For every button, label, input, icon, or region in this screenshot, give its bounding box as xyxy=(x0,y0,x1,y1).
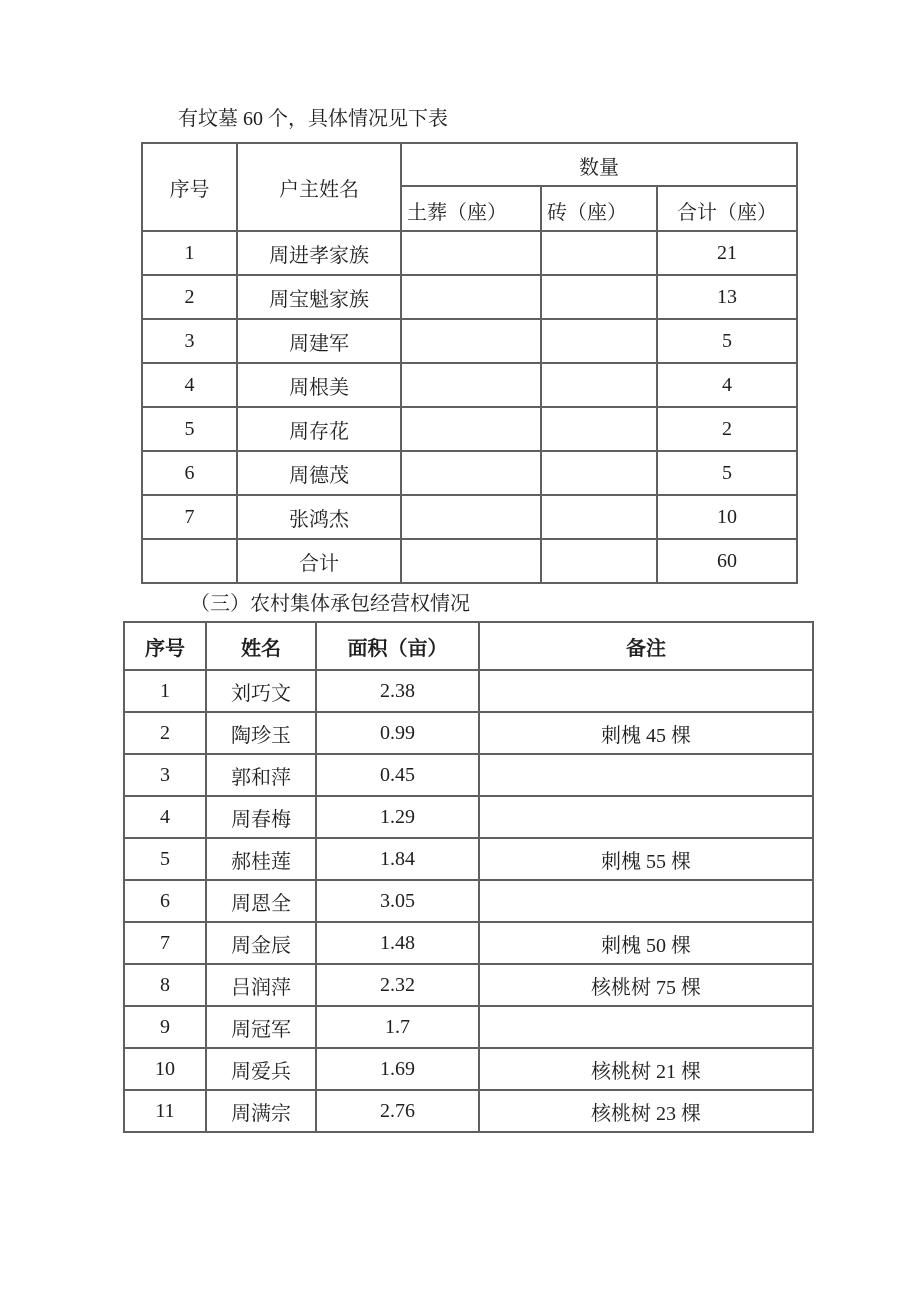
note-cell: 刺槐 50 棵 xyxy=(479,922,813,964)
total-cell: 21 xyxy=(657,231,797,275)
note-cell: 核桃树 23 棵 xyxy=(479,1090,813,1132)
graves-header-earth-burial: 土葬（座） xyxy=(401,186,541,231)
seq-cell: 1 xyxy=(124,670,206,712)
seq-cell: 8 xyxy=(124,964,206,1006)
brick-cell xyxy=(541,319,657,363)
brick-cell xyxy=(541,495,657,539)
graves-header-brick: 砖（座） xyxy=(541,186,657,231)
name-cell: 郭和萍 xyxy=(206,754,316,796)
table-row xyxy=(142,495,797,539)
table-row xyxy=(142,539,797,583)
total-cell: 10 xyxy=(657,495,797,539)
name-cell: 刘巧文 xyxy=(206,670,316,712)
table-row xyxy=(142,319,797,363)
area-cell: 1.69 xyxy=(316,1048,479,1090)
earth-cell xyxy=(401,407,541,451)
table-row xyxy=(124,964,813,1006)
brick-cell xyxy=(541,451,657,495)
name-cell: 周根美 xyxy=(237,363,401,407)
seq-cell: 3 xyxy=(124,754,206,796)
table-row xyxy=(124,1090,813,1132)
graves-table xyxy=(141,142,798,584)
seq-cell: 6 xyxy=(124,880,206,922)
contract-table-header xyxy=(124,622,813,670)
name-cell: 周春梅 xyxy=(206,796,316,838)
contract-header-name: 姓名 xyxy=(206,622,316,670)
seq-cell: 4 xyxy=(124,796,206,838)
table-row xyxy=(124,670,813,712)
graves-table-body xyxy=(142,231,797,583)
area-cell: 1.48 xyxy=(316,922,479,964)
table-row xyxy=(124,880,813,922)
note-cell xyxy=(479,880,813,922)
table-row xyxy=(124,1048,813,1090)
note-cell xyxy=(479,796,813,838)
name-cell: 周存花 xyxy=(237,407,401,451)
contract-header-area: 面积（亩） xyxy=(316,622,479,670)
earth-cell xyxy=(401,319,541,363)
name-cell: 吕润萍 xyxy=(206,964,316,1006)
name-cell: 郝桂莲 xyxy=(206,838,316,880)
earth-cell xyxy=(401,451,541,495)
graves-header-quantity: 数量 xyxy=(401,143,797,186)
table-row xyxy=(142,451,797,495)
earth-cell xyxy=(401,495,541,539)
note-cell: 刺槐 45 棵 xyxy=(479,712,813,754)
graves-header-total: 合计（座） xyxy=(657,186,797,231)
area-cell: 1.29 xyxy=(316,796,479,838)
seq-cell: 2 xyxy=(124,712,206,754)
name-cell: 周进孝家族 xyxy=(237,231,401,275)
area-cell: 2.32 xyxy=(316,964,479,1006)
graves-header-seq: 序号 xyxy=(142,143,237,231)
table-row xyxy=(124,1006,813,1048)
note-cell xyxy=(479,754,813,796)
area-cell: 2.38 xyxy=(316,670,479,712)
table-row xyxy=(142,275,797,319)
brick-cell xyxy=(541,275,657,319)
name-cell: 周满宗 xyxy=(206,1090,316,1132)
contract-table xyxy=(123,621,814,1133)
seq-cell: 2 xyxy=(142,275,237,319)
area-cell: 2.76 xyxy=(316,1090,479,1132)
brick-cell xyxy=(541,539,657,583)
intro-text: 有坟墓 60 个，具体情况见下表 xyxy=(178,108,448,130)
name-cell: 周建军 xyxy=(237,319,401,363)
area-cell: 3.05 xyxy=(316,880,479,922)
seq-cell: 5 xyxy=(124,838,206,880)
table-row xyxy=(124,796,813,838)
brick-cell xyxy=(541,363,657,407)
name-cell: 周德茂 xyxy=(237,451,401,495)
name-cell: 周冠军 xyxy=(206,1006,316,1048)
note-cell: 刺槐 55 棵 xyxy=(479,838,813,880)
total-cell: 5 xyxy=(657,451,797,495)
total-cell: 5 xyxy=(657,319,797,363)
table-row xyxy=(124,754,813,796)
seq-cell: 7 xyxy=(142,495,237,539)
table-row xyxy=(124,712,813,754)
table-row xyxy=(142,407,797,451)
table-row xyxy=(124,922,813,964)
seq-cell: 1 xyxy=(142,231,237,275)
note-cell: 核桃树 75 棵 xyxy=(479,964,813,1006)
area-cell: 0.99 xyxy=(316,712,479,754)
contract-header-seq: 序号 xyxy=(124,622,206,670)
contract-header-note: 备注 xyxy=(479,622,813,670)
total-cell: 2 xyxy=(657,407,797,451)
name-cell: 合计 xyxy=(237,539,401,583)
note-cell xyxy=(479,670,813,712)
area-cell: 1.84 xyxy=(316,838,479,880)
seq-cell: 4 xyxy=(142,363,237,407)
name-cell: 周恩全 xyxy=(206,880,316,922)
graves-table-header xyxy=(142,143,797,231)
brick-cell xyxy=(541,407,657,451)
name-cell: 陶珍玉 xyxy=(206,712,316,754)
seq-cell: 3 xyxy=(142,319,237,363)
name-cell: 周宝魁家族 xyxy=(237,275,401,319)
brick-cell xyxy=(541,231,657,275)
seq-cell: 10 xyxy=(124,1048,206,1090)
graves-header-householder: 户主姓名 xyxy=(237,143,401,231)
seq-cell xyxy=(142,539,237,583)
seq-cell: 11 xyxy=(124,1090,206,1132)
name-cell: 周爱兵 xyxy=(206,1048,316,1090)
earth-cell xyxy=(401,539,541,583)
table-row xyxy=(142,363,797,407)
name-cell: 周金辰 xyxy=(206,922,316,964)
seq-cell: 9 xyxy=(124,1006,206,1048)
seq-cell: 7 xyxy=(124,922,206,964)
earth-cell xyxy=(401,231,541,275)
seq-cell: 6 xyxy=(142,451,237,495)
name-cell: 张鸿杰 xyxy=(237,495,401,539)
section3-title: （三）农村集体承包经营权情况 xyxy=(190,593,470,615)
seq-cell: 5 xyxy=(142,407,237,451)
contract-table-body xyxy=(124,670,813,1132)
total-cell: 4 xyxy=(657,363,797,407)
table-row xyxy=(142,231,797,275)
earth-cell xyxy=(401,363,541,407)
total-cell: 60 xyxy=(657,539,797,583)
area-cell: 1.7 xyxy=(316,1006,479,1048)
table-row xyxy=(124,838,813,880)
area-cell: 0.45 xyxy=(316,754,479,796)
total-cell: 13 xyxy=(657,275,797,319)
note-cell xyxy=(479,1006,813,1048)
earth-cell xyxy=(401,275,541,319)
note-cell: 核桃树 21 棵 xyxy=(479,1048,813,1090)
